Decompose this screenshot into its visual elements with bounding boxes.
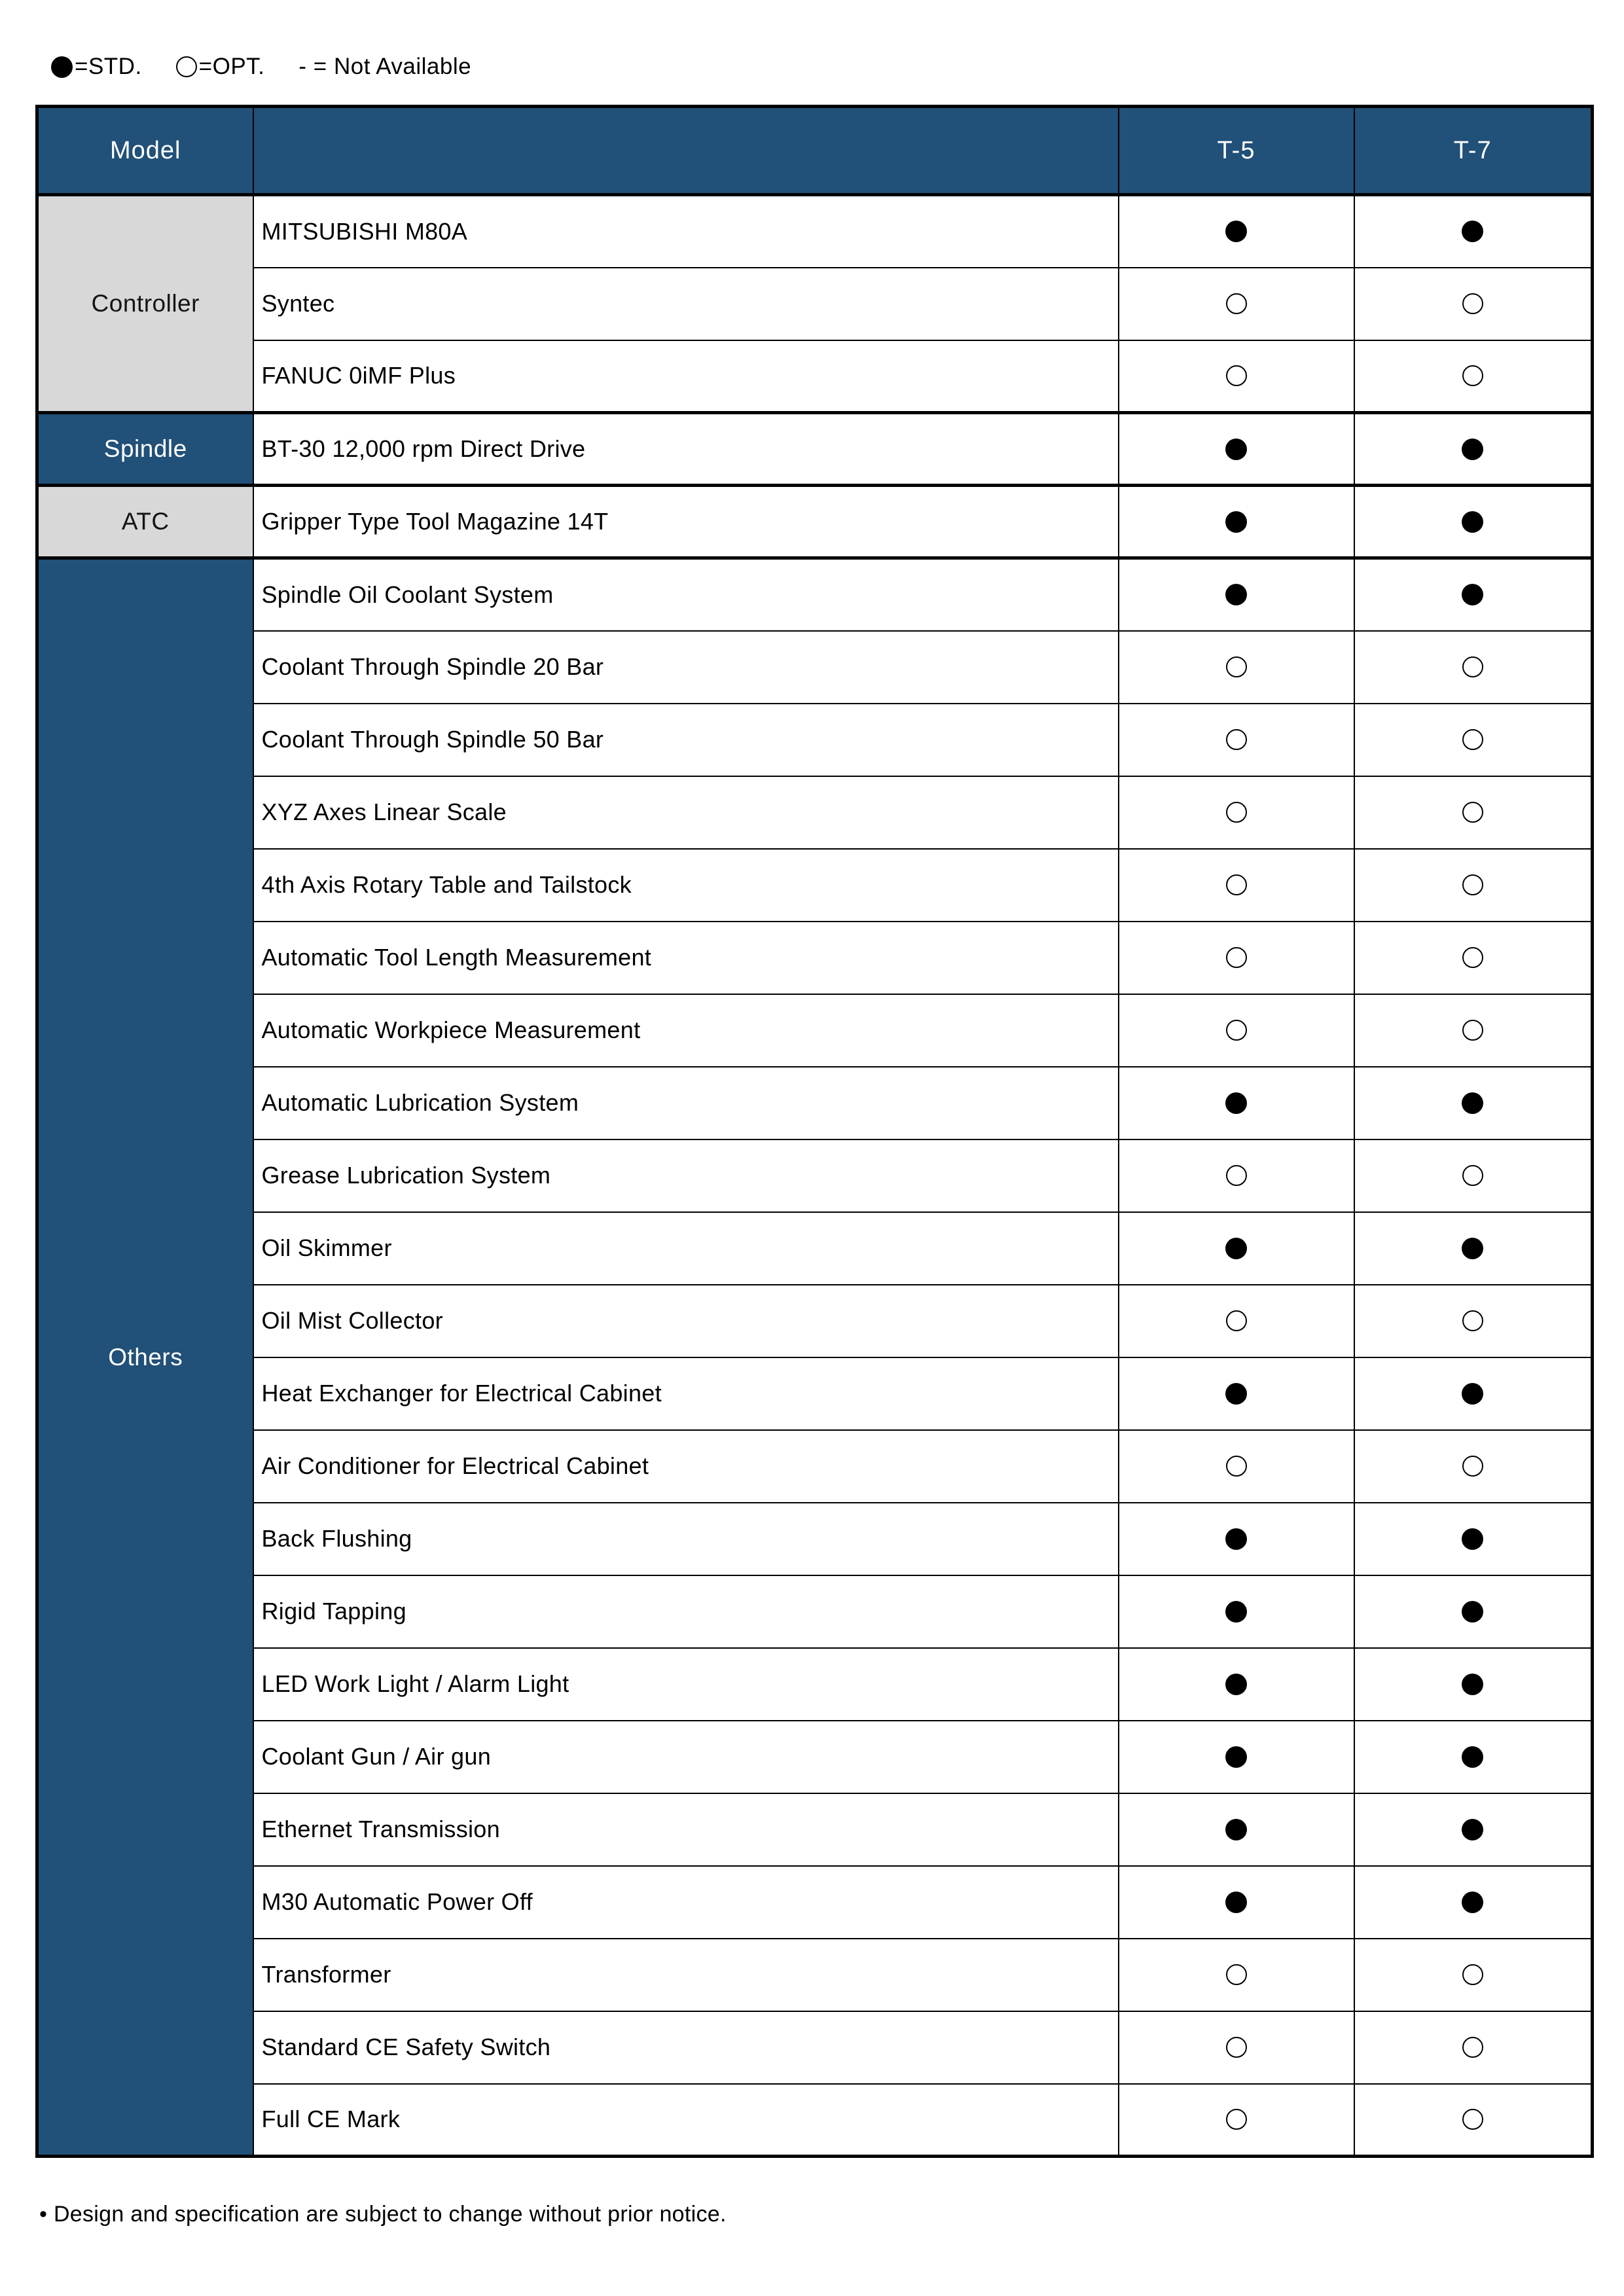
std-filled-circle-icon	[1225, 1528, 1247, 1550]
std-filled-circle-icon	[1225, 1892, 1247, 1913]
t5-availability-cell	[1119, 922, 1354, 994]
category-cell-controller: Controller	[37, 195, 253, 413]
t5-availability-cell	[1119, 704, 1354, 776]
feature-cell: BT-30 12,000 rpm Direct Drive	[253, 413, 1119, 486]
t5-availability-cell	[1119, 1793, 1354, 1866]
t5-availability-cell	[1119, 1212, 1354, 1285]
std-filled-circle-icon	[1225, 439, 1247, 460]
spec-row	[37, 1793, 1593, 1866]
category-cell-spindle: Spindle	[37, 413, 253, 486]
opt-open-circle-icon	[1462, 874, 1483, 895]
spec-row	[37, 2011, 1593, 2084]
t5-availability-cell	[1119, 631, 1354, 704]
spec-row	[37, 1939, 1593, 2011]
opt-open-circle-icon	[1226, 656, 1247, 677]
t5-availability-cell	[1119, 1503, 1354, 1575]
t5-availability-cell	[1119, 1139, 1354, 1212]
t7-availability-cell	[1354, 1503, 1593, 1575]
t5-availability-cell	[1119, 1866, 1354, 1939]
opt-open-circle-icon	[1226, 1310, 1247, 1331]
std-filled-circle-icon	[1225, 221, 1247, 242]
std-filled-circle-icon	[1462, 1674, 1483, 1695]
feature-cell: MITSUBISHI M80A	[253, 195, 1119, 268]
t5-availability-cell	[1119, 1430, 1354, 1503]
spec-row	[37, 558, 1593, 631]
t5-availability-cell	[1119, 994, 1354, 1067]
t7-availability-cell	[1354, 268, 1593, 340]
t5-availability-cell	[1119, 1357, 1354, 1430]
t7-availability-cell	[1354, 1575, 1593, 1648]
legend-na-label: - = Not Available	[298, 54, 472, 79]
spec-row	[37, 1139, 1593, 1212]
opt-open-circle-icon	[1462, 293, 1483, 314]
std-filled-circle-icon	[1462, 1892, 1483, 1913]
std-filled-circle-icon	[1225, 584, 1247, 605]
t5-availability-cell	[1119, 849, 1354, 922]
feature-cell: Standard CE Safety Switch	[253, 2011, 1119, 2084]
feature-cell: Back Flushing	[253, 1503, 1119, 1575]
t7-availability-cell	[1354, 1793, 1593, 1866]
opt-open-circle-icon	[1462, 1310, 1483, 1331]
feature-cell: Automatic Lubrication System	[253, 1067, 1119, 1139]
legend-std-label: =STD.	[75, 54, 142, 79]
spec-row	[37, 849, 1593, 922]
legend	[51, 54, 471, 80]
t7-availability-cell	[1354, 1212, 1593, 1285]
t7-availability-cell	[1354, 1430, 1593, 1503]
t5-availability-cell	[1119, 195, 1354, 268]
spec-row	[37, 1721, 1593, 1793]
t5-availability-cell	[1119, 1067, 1354, 1139]
std-filled-circle-icon	[1225, 1674, 1247, 1695]
feature-cell: Rigid Tapping	[253, 1575, 1119, 1648]
t5-availability-cell	[1119, 558, 1354, 631]
std-filled-circle-icon	[1225, 1819, 1247, 1840]
feature-cell: Gripper Type Tool Magazine 14T	[253, 486, 1119, 558]
t7-availability-cell	[1354, 195, 1593, 268]
t7-availability-cell	[1354, 1866, 1593, 1939]
feature-cell: Automatic Workpiece Measurement	[253, 994, 1119, 1067]
header-col-t7: T-7	[1354, 107, 1593, 195]
spec-row	[37, 1575, 1593, 1648]
header-model: Model	[37, 107, 253, 195]
std-filled-circle-icon	[51, 56, 73, 78]
std-filled-circle-icon	[1462, 1528, 1483, 1550]
opt-open-circle-icon	[1226, 2037, 1247, 2058]
feature-cell: Coolant Through Spindle 20 Bar	[253, 631, 1119, 704]
feature-cell: Air Conditioner for Electrical Cabinet	[253, 1430, 1119, 1503]
t7-availability-cell	[1354, 1721, 1593, 1793]
spec-row	[37, 922, 1593, 994]
legend-opt	[176, 54, 265, 80]
spec-row	[37, 2084, 1593, 2157]
feature-cell: Coolant Through Spindle 50 Bar	[253, 704, 1119, 776]
opt-open-circle-icon	[1462, 802, 1483, 823]
feature-cell: XYZ Axes Linear Scale	[253, 776, 1119, 849]
t7-availability-cell	[1354, 704, 1593, 776]
feature-cell: Automatic Tool Length Measurement	[253, 922, 1119, 994]
feature-cell: M30 Automatic Power Off	[253, 1866, 1119, 1939]
opt-open-circle-icon	[1462, 2037, 1483, 2058]
t7-availability-cell	[1354, 2011, 1593, 2084]
feature-cell: FANUC 0iMF Plus	[253, 340, 1119, 413]
std-filled-circle-icon	[1462, 221, 1483, 242]
opt-open-circle-icon	[1462, 2109, 1483, 2130]
opt-open-circle-icon	[1226, 802, 1247, 823]
feature-cell: LED Work Light / Alarm Light	[253, 1648, 1119, 1721]
header-row	[37, 107, 1593, 195]
t7-availability-cell	[1354, 1067, 1593, 1139]
spec-row	[37, 1648, 1593, 1721]
opt-open-circle-icon	[1462, 1165, 1483, 1186]
feature-cell: Heat Exchanger for Electrical Cabinet	[253, 1357, 1119, 1430]
t5-availability-cell	[1119, 340, 1354, 413]
t5-availability-cell	[1119, 776, 1354, 849]
t7-availability-cell	[1354, 994, 1593, 1067]
opt-open-circle-icon	[1226, 365, 1247, 386]
std-filled-circle-icon	[1462, 1238, 1483, 1259]
t7-availability-cell	[1354, 1939, 1593, 2011]
feature-cell: Full CE Mark	[253, 2084, 1119, 2157]
opt-open-circle-icon	[1226, 947, 1247, 968]
std-filled-circle-icon	[1462, 511, 1483, 533]
opt-open-circle-icon	[1226, 874, 1247, 895]
opt-open-circle-icon	[1226, 293, 1247, 314]
category-cell-atc: ATC	[37, 486, 253, 558]
t7-availability-cell	[1354, 1357, 1593, 1430]
spec-row	[37, 486, 1593, 558]
opt-open-circle-icon	[1226, 1964, 1247, 1985]
spec-row	[37, 1285, 1593, 1357]
std-filled-circle-icon	[1462, 1092, 1483, 1114]
opt-open-circle-icon	[1462, 1964, 1483, 1985]
spec-row	[37, 340, 1593, 413]
t5-availability-cell	[1119, 1575, 1354, 1648]
spec-row	[37, 631, 1593, 704]
spec-row	[37, 1067, 1593, 1139]
feature-cell: Spindle Oil Coolant System	[253, 558, 1119, 631]
feature-cell: Ethernet Transmission	[253, 1793, 1119, 1866]
t7-availability-cell	[1354, 1139, 1593, 1212]
spec-row	[37, 195, 1593, 268]
opt-open-circle-icon	[1226, 1165, 1247, 1186]
feature-cell: Transformer	[253, 1939, 1119, 2011]
std-filled-circle-icon	[1225, 1092, 1247, 1114]
feature-cell: Oil Skimmer	[253, 1212, 1119, 1285]
t7-availability-cell	[1354, 2084, 1593, 2157]
feature-cell: Oil Mist Collector	[253, 1285, 1119, 1357]
opt-open-circle-icon	[1226, 1456, 1247, 1477]
spec-row	[37, 994, 1593, 1067]
t5-availability-cell	[1119, 1721, 1354, 1793]
std-filled-circle-icon	[1225, 1383, 1247, 1405]
t7-availability-cell	[1354, 776, 1593, 849]
feature-cell: Syntec	[253, 268, 1119, 340]
spec-row	[37, 1503, 1593, 1575]
t5-availability-cell	[1119, 1285, 1354, 1357]
t7-availability-cell	[1354, 849, 1593, 922]
std-filled-circle-icon	[1462, 1383, 1483, 1405]
opt-open-circle-icon	[1462, 656, 1483, 677]
std-filled-circle-icon	[1462, 1819, 1483, 1840]
spec-row	[37, 1430, 1593, 1503]
feature-cell: Grease Lubrication System	[253, 1139, 1119, 1212]
t7-availability-cell	[1354, 631, 1593, 704]
legend-std	[51, 54, 142, 80]
opt-open-circle-icon	[176, 56, 197, 77]
t5-availability-cell	[1119, 486, 1354, 558]
std-filled-circle-icon	[1225, 511, 1247, 533]
spec-row	[37, 268, 1593, 340]
t5-availability-cell	[1119, 1939, 1354, 2011]
t5-availability-cell	[1119, 2084, 1354, 2157]
std-filled-circle-icon	[1462, 439, 1483, 460]
opt-open-circle-icon	[1226, 2109, 1247, 2130]
t5-availability-cell	[1119, 1648, 1354, 1721]
std-filled-circle-icon	[1225, 1746, 1247, 1768]
spec-row	[37, 1357, 1593, 1430]
spec-row	[37, 413, 1593, 486]
t5-availability-cell	[1119, 413, 1354, 486]
t5-availability-cell	[1119, 2011, 1354, 2084]
opt-open-circle-icon	[1462, 947, 1483, 968]
opt-open-circle-icon	[1226, 1020, 1247, 1041]
opt-open-circle-icon	[1462, 729, 1483, 750]
category-cell-others: Others	[37, 558, 253, 2157]
std-filled-circle-icon	[1225, 1601, 1247, 1623]
header-feature-blank	[253, 107, 1119, 195]
opt-open-circle-icon	[1462, 1020, 1483, 1041]
std-filled-circle-icon	[1225, 1238, 1247, 1259]
t7-availability-cell	[1354, 413, 1593, 486]
t7-availability-cell	[1354, 558, 1593, 631]
legend-opt-label: =OPT.	[198, 54, 265, 79]
t7-availability-cell	[1354, 1648, 1593, 1721]
t7-availability-cell	[1354, 1285, 1593, 1357]
spec-row	[37, 704, 1593, 776]
spec-row	[37, 776, 1593, 849]
footer-note: • Design and specification are subject to change without prior notice.	[39, 2202, 727, 2227]
std-filled-circle-icon	[1462, 1601, 1483, 1623]
t5-availability-cell	[1119, 268, 1354, 340]
std-filled-circle-icon	[1462, 1746, 1483, 1768]
t7-availability-cell	[1354, 340, 1593, 413]
feature-cell: Coolant Gun / Air gun	[253, 1721, 1119, 1793]
opt-open-circle-icon	[1462, 1456, 1483, 1477]
spec-table	[35, 105, 1594, 2158]
spec-row	[37, 1866, 1593, 1939]
feature-cell: 4th Axis Rotary Table and Tailstock	[253, 849, 1119, 922]
opt-open-circle-icon	[1226, 729, 1247, 750]
header-col-t5: T-5	[1119, 107, 1354, 195]
t7-availability-cell	[1354, 922, 1593, 994]
std-filled-circle-icon	[1462, 584, 1483, 605]
opt-open-circle-icon	[1462, 365, 1483, 386]
t7-availability-cell	[1354, 486, 1593, 558]
spec-row	[37, 1212, 1593, 1285]
